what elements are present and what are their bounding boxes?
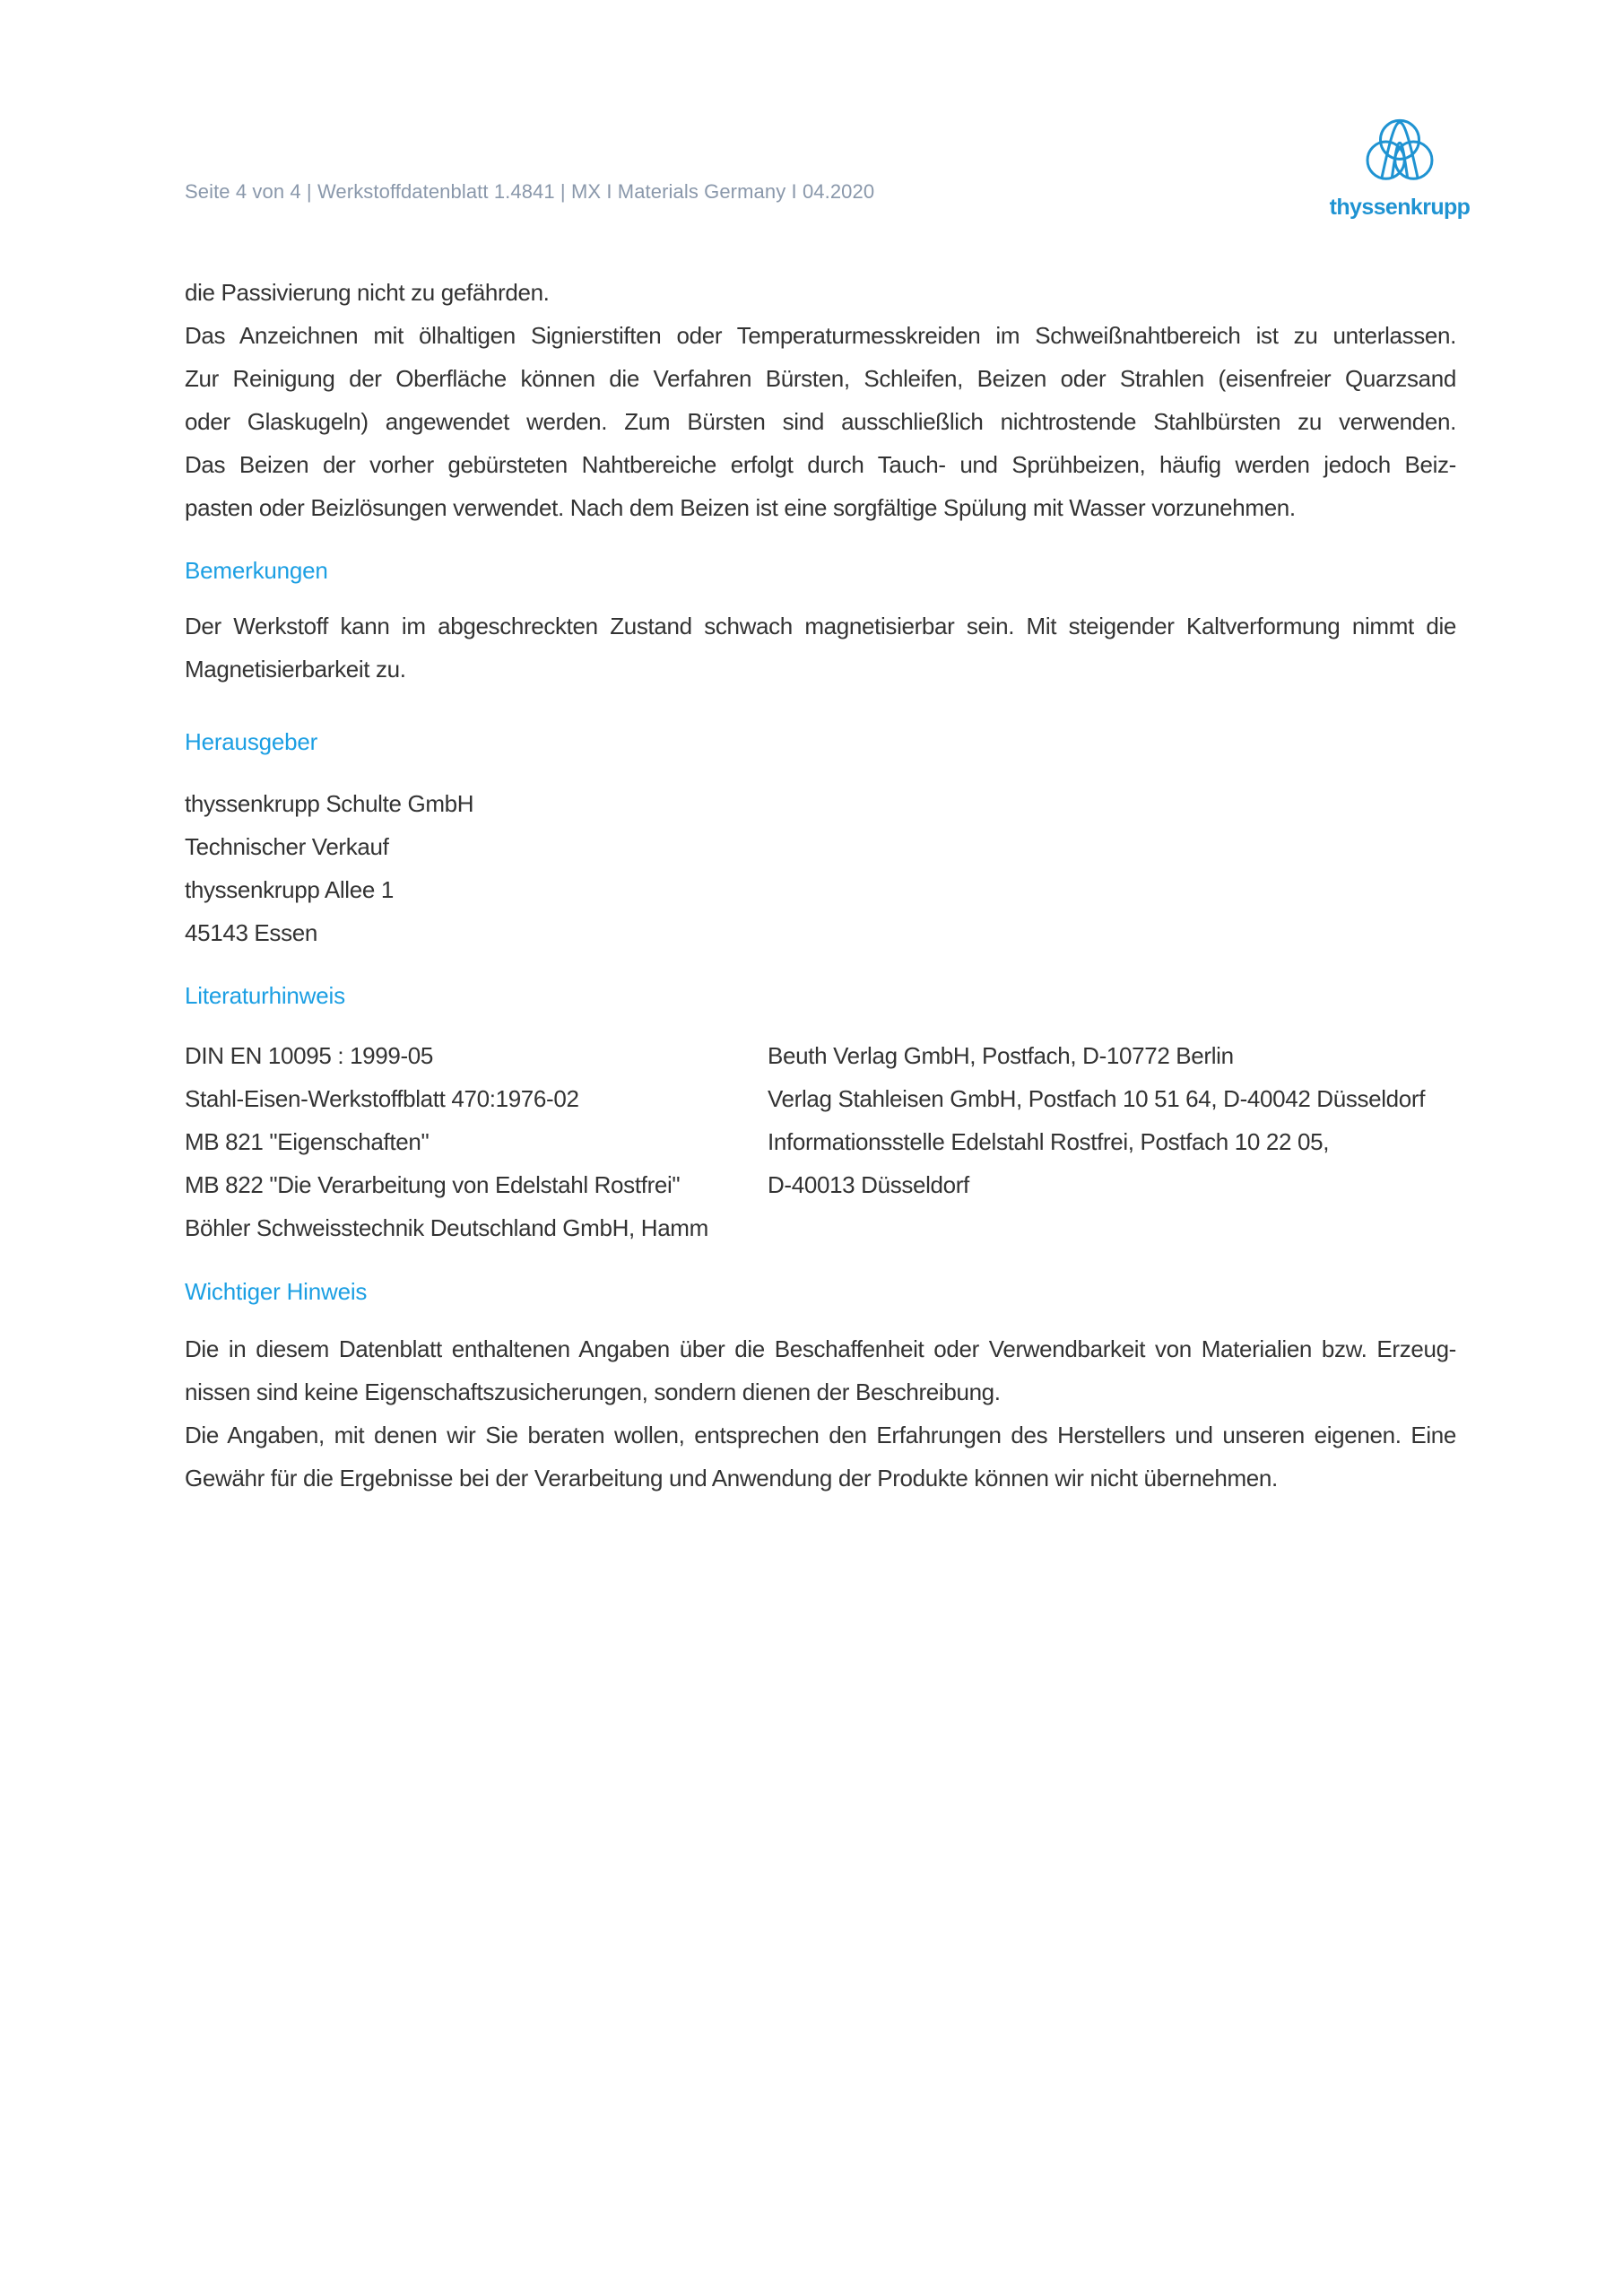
body-line: Das Beizen der vorher gebürsteten Nahtbereiche erfolgt durch Tauch- und Sprühbeizen, häufig werden jedoch Beiz-	[185, 451, 1456, 478]
literature-references-column	[185, 1034, 766, 1249]
address-line: thyssenkrupp Schulte GmbH	[185, 790, 474, 817]
address-line: Technischer Verkauf	[185, 833, 389, 860]
section-title-herausgeber: Herausgeber	[185, 728, 318, 755]
section-title-literaturhinweis: Literaturhinweis	[185, 982, 345, 1009]
literaturhinweis-columns	[185, 1034, 1456, 1249]
reference-line: MB 822 "Die Verarbeitung von Edelstahl Rostfrei"	[185, 1171, 681, 1198]
reference-line: Böhler Schweisstechnik Deutschland GmbH, Hamm	[185, 1214, 708, 1241]
body-line: Das Anzeichnen mit ölhaltigen Signierstiften oder Temperaturmesskreiden im Schweißnahtbereich ist zu unterlassen.	[185, 322, 1456, 349]
intro-paragraph	[185, 271, 1456, 529]
body-line: Der Werkstoff kann im abgeschreckten Zustand schwach magnetisierbar sein. Mit steigender Kaltverformung nimmt die	[185, 613, 1456, 639]
reference-line: MB 821 "Eigenschaften"	[185, 1128, 430, 1155]
body-line: oder Glaskugeln) angewendet werden. Zum Bürsten sind ausschließlich nichtrostende Stahlbürsten zu verwenden.	[185, 408, 1456, 435]
thyssenkrupp-logo	[1326, 113, 1473, 221]
address-line: 45143 Essen	[185, 919, 317, 946]
section-title-wichtiger-hinweis: Wichtiger Hinweis	[185, 1278, 368, 1305]
bemerkungen-paragraph	[185, 604, 1456, 691]
body-line: Gewähr für die Ergebnisse bei der Verarbeitung und Anwendung der Produkte können wir nicht übernehmen.	[185, 1465, 1278, 1492]
reference-line: Stahl-Eisen-Werkstoffblatt 470:1976-02	[185, 1085, 579, 1112]
body-line: Magnetisierbarkeit zu.	[185, 656, 406, 683]
wichtiger-hinweis-paragraph	[185, 1327, 1456, 1500]
body-line: Die Angaben, mit denen wir Sie beraten wollen, entsprechen den Erfahrungen des Herstellers und unseren eigenen. Eine	[185, 1422, 1456, 1448]
publisher-line: Informationsstelle Edelstahl Rostfrei, Postfach 10 22 05,	[768, 1128, 1330, 1155]
section-title-bemerkungen: Bemerkungen	[185, 557, 328, 584]
body-line: die Passivierung nicht zu gefährden.	[185, 279, 550, 306]
publisher-line: D-40013 Düsseldorf	[768, 1171, 969, 1198]
thyssenkrupp-wordmark: thyssenkrupp	[1329, 195, 1471, 220]
body-line: pasten oder Beizlösungen verwendet. Nach dem Beizen ist eine sorgfältige Spülung mit Wasser vorzunehmen.	[185, 494, 1296, 521]
page-header-meta: Seite 4 von 4 | Werkstoffdatenblatt 1.4841 | MX I Materials Germany I 04.2020	[185, 180, 875, 203]
publisher-addresses-column	[768, 1034, 1456, 1206]
reference-line: DIN EN 10095 : 1999-05	[185, 1042, 434, 1069]
body-line: nissen sind keine Eigenschaftszusicherungen, sondern dienen der Beschreibung.	[185, 1378, 1001, 1405]
publisher-line: Verlag Stahleisen GmbH, Postfach 10 51 64, D-40042 Düsseldorf	[768, 1085, 1426, 1112]
herausgeber-address	[185, 782, 1456, 954]
address-line: thyssenkrupp Allee 1	[185, 876, 394, 903]
body-line: Die in diesem Datenblatt enthaltenen Angaben über die Beschaffenheit oder Verwendbarkeit von Materialien bzw. Erzeug-	[185, 1335, 1456, 1362]
publisher-line: Beuth Verlag GmbH, Postfach, D-10772 Berlin	[768, 1042, 1234, 1069]
body-line: Zur Reinigung der Oberfläche können die Verfahren Bürsten, Schleifen, Beizen oder Strahlen (eisenfreier Quarzsand	[185, 365, 1456, 392]
thyssenkrupp-logo-icon	[1360, 113, 1439, 190]
